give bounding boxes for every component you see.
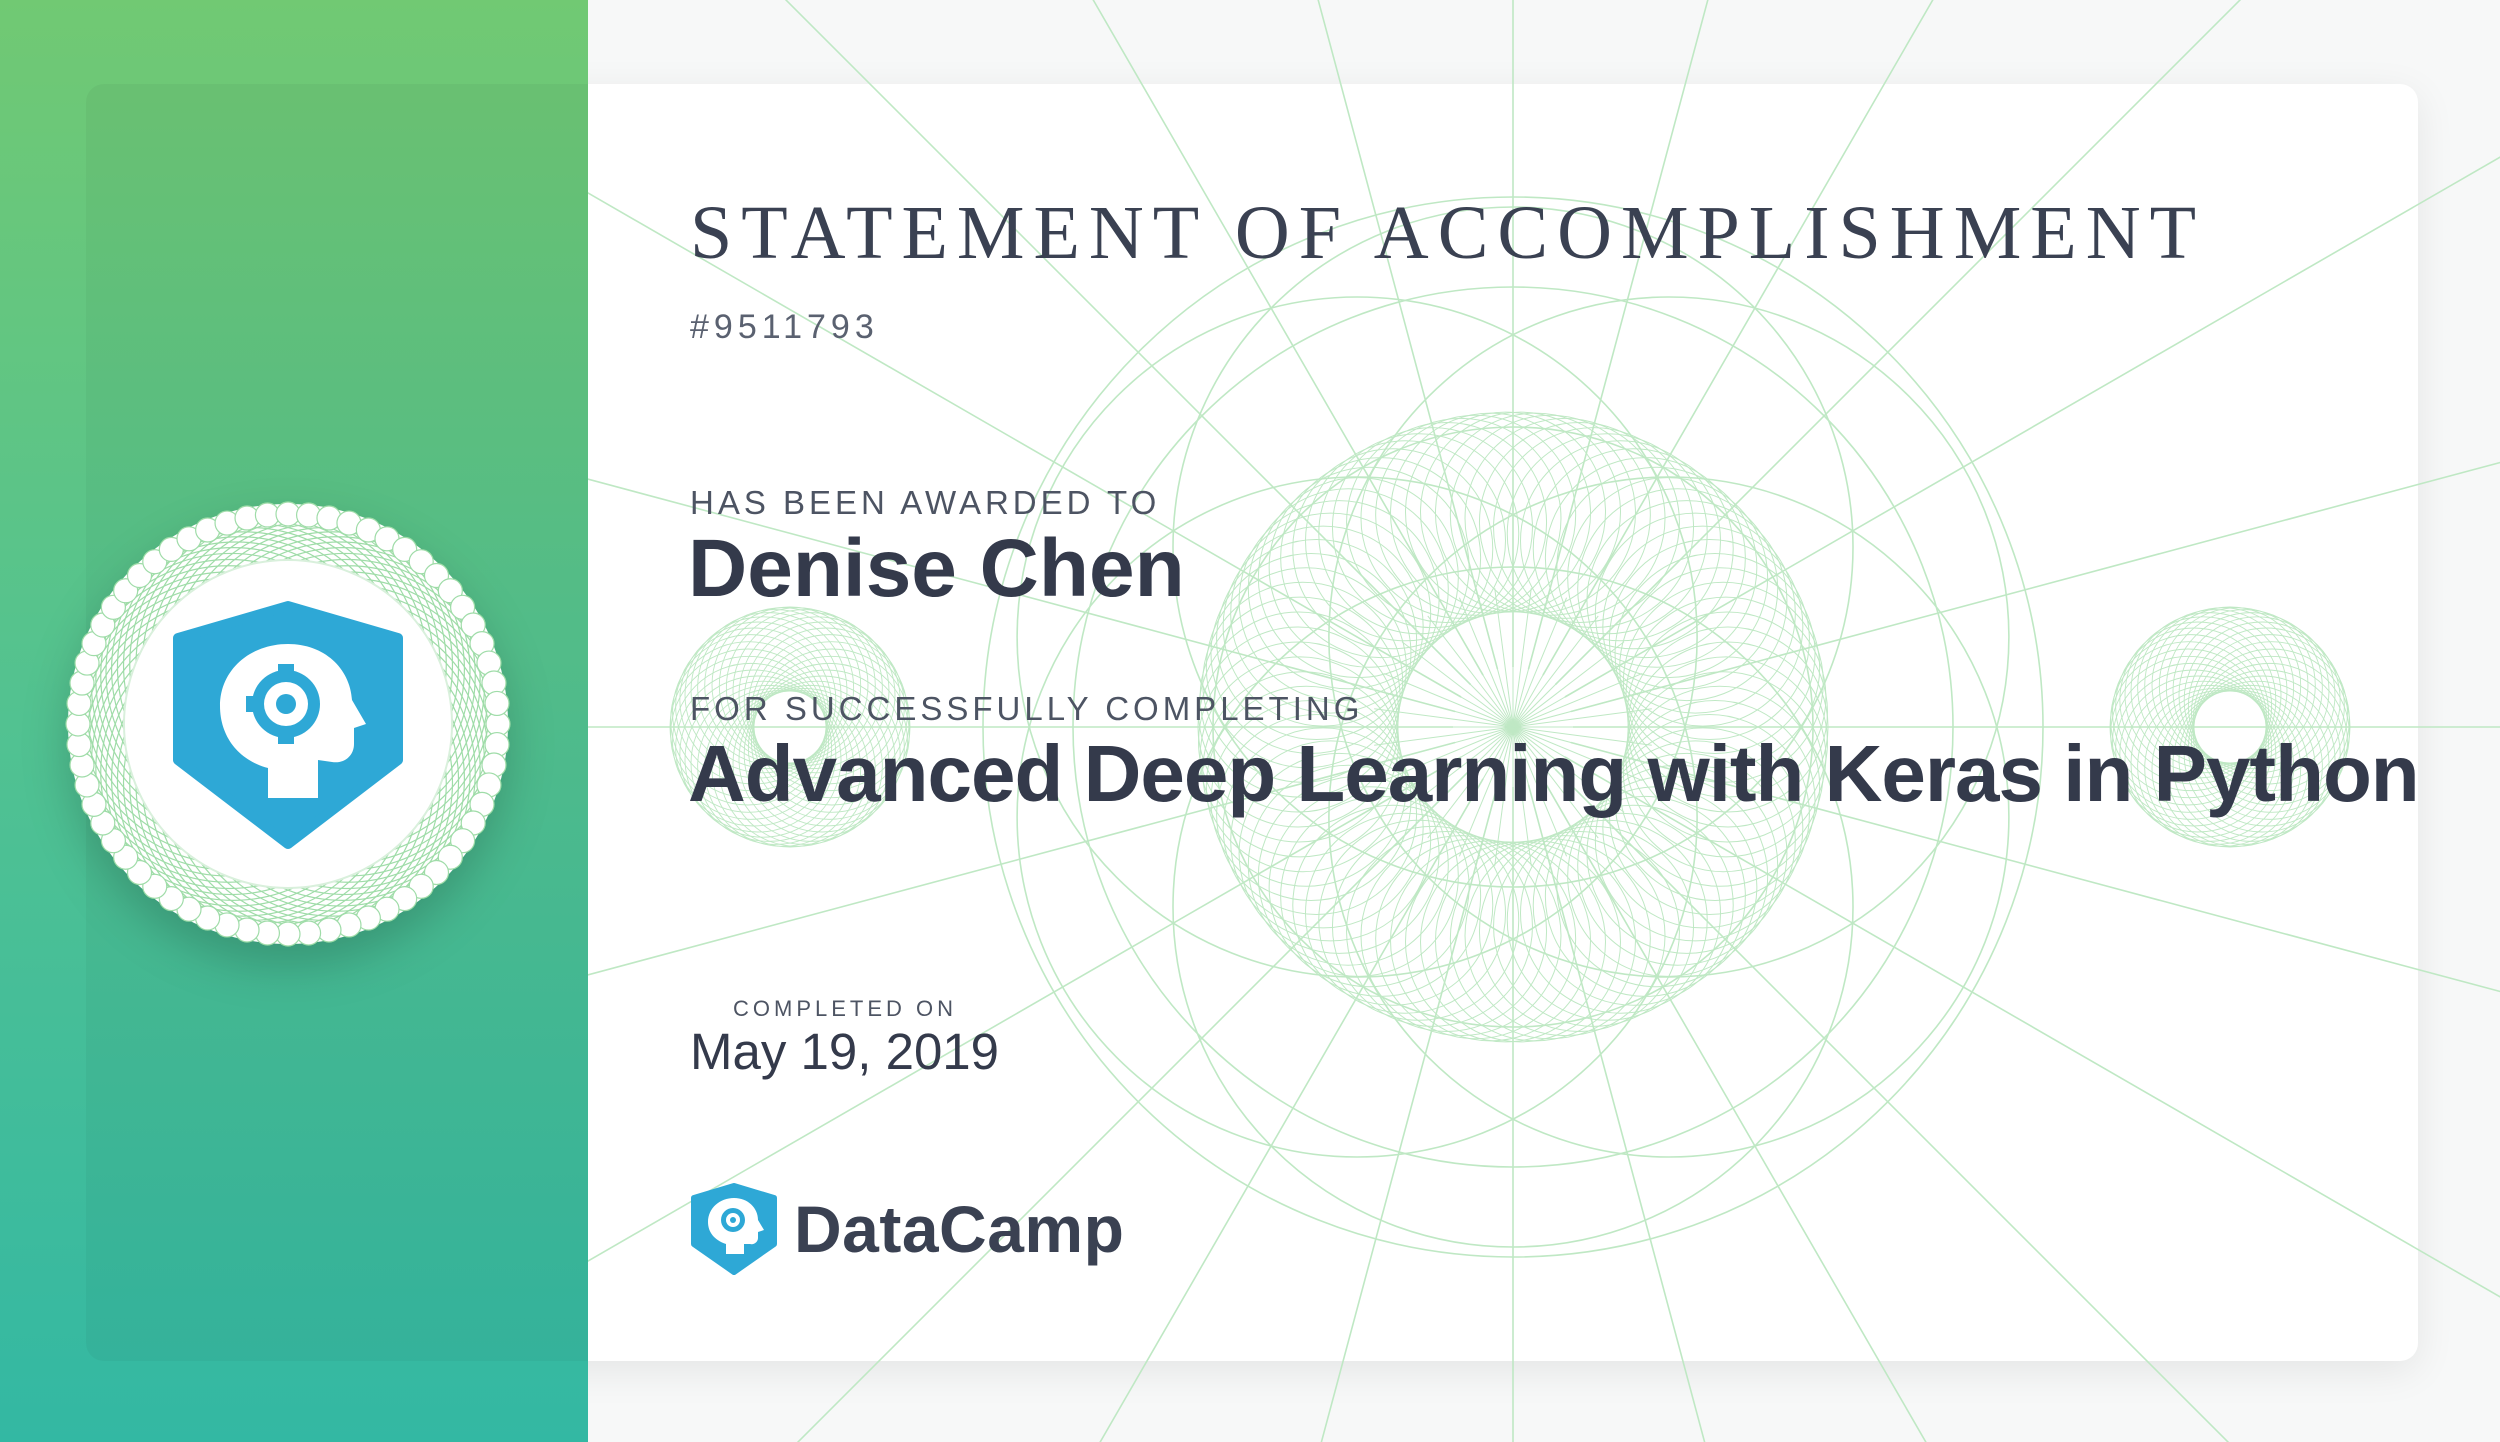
datacamp-logo-icon <box>690 1182 778 1276</box>
completing-label: FOR SUCCESSFULLY COMPLETING <box>690 690 1364 727</box>
awarded-to-label: HAS BEEN AWARDED TO <box>690 484 1161 521</box>
brand-name: DataCamp <box>794 1192 1125 1266</box>
certificate-seal <box>62 498 514 950</box>
completed-on-label: COMPLETED ON <box>733 996 958 1021</box>
course-title: Advanced Deep Learning with Keras in Python <box>688 729 2419 818</box>
certificate-number: #9511793 <box>690 308 879 346</box>
recipient-name: Denise Chen <box>688 523 1185 614</box>
certificate-title: STATEMENT OF ACCOMPLISHMENT <box>690 191 2205 275</box>
completion-date: May 19, 2019 <box>690 1023 1000 1080</box>
datacamp-brand <box>690 1182 1124 1276</box>
